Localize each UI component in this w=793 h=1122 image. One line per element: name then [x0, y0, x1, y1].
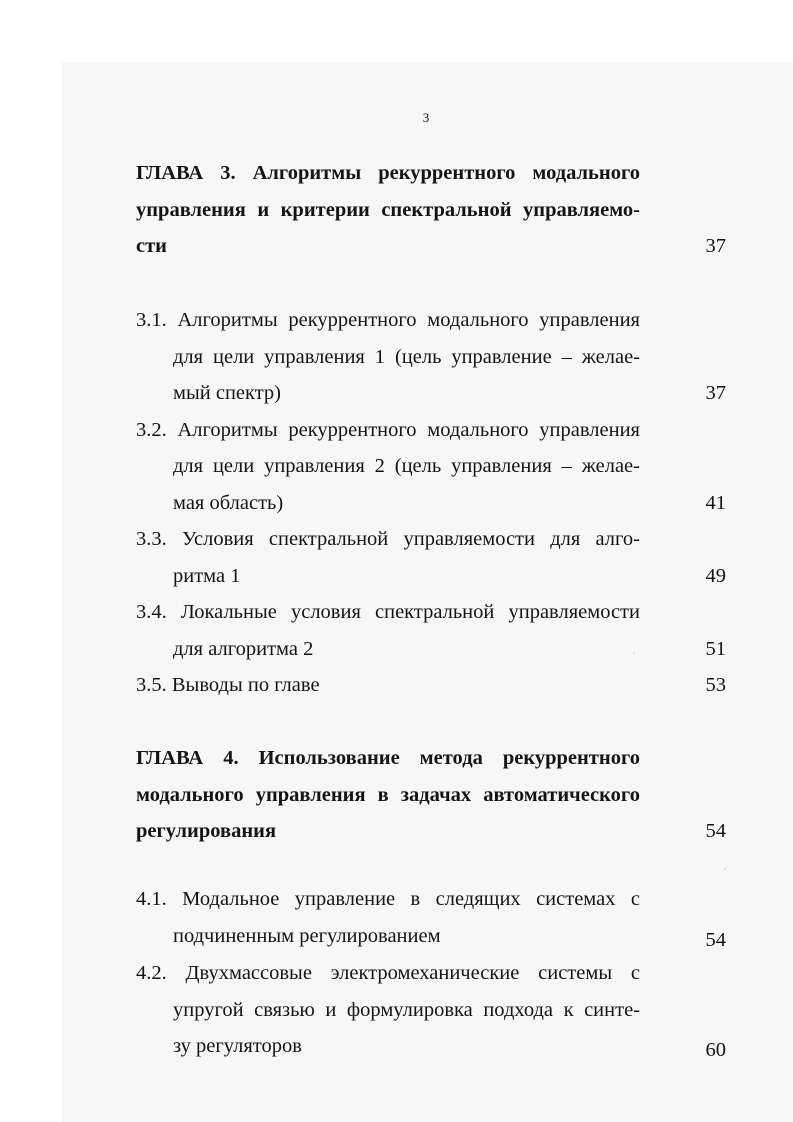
section-3-2-line-2: для цели управления 2 (цель управления – желае-: [173, 455, 640, 477]
section-3-1-line-1: 3.1. Алгоритмы рекуррентного модального управления: [136, 309, 640, 331]
chapter-3-title-line-2: управления и критерии спектральной управляемо-: [136, 198, 640, 221]
scan-speck: [724, 868, 726, 870]
section-3-4-page: 51: [705, 637, 726, 660]
section-3-4-line-1: 3.4. Локальные условия спектральной управляемости: [136, 601, 640, 623]
section-3-2-line-3: мая область): [173, 491, 284, 514]
section-4-2-line-3: зу регуляторов: [173, 1035, 302, 1057]
section-3-4-line-2: для алгоритма 2: [173, 637, 314, 660]
chapter-4-page: 54: [705, 820, 726, 842]
section-4-1-line-2: подчиненным регулированием: [173, 925, 441, 947]
chapter-4-title-line-3: регулирования: [136, 820, 277, 842]
chapter-3-page: 37: [705, 235, 726, 257]
section-4-1-page: 54: [705, 929, 726, 951]
chapter-4-title-line-2: модального управления в задачах автоматического: [136, 783, 640, 806]
section-3-1-line-2: для цели управления 1 (цель управление – желае-: [173, 345, 640, 368]
page-number: 3: [422, 110, 430, 125]
section-4-2-line-2: упругой связью и формулировка подхода к синте-: [173, 998, 640, 1021]
section-3-3-line-2: ритма 1: [173, 564, 241, 587]
scan-speck: [633, 652, 635, 654]
section-4-2-line-1: 4.2. Двухмассовые электромеханические системы с: [136, 962, 640, 984]
chapter-3-title-line-1: ГЛАВА 3. Алгоритмы рекуррентного модального: [136, 162, 640, 184]
section-3-2-page: 41: [705, 491, 726, 514]
section-3-3-line-1: 3.3. Условия спектральной управляемости для алго-: [136, 528, 640, 550]
section-3-2-line-1: 3.2. Алгоритмы рекуррентного модального управления: [136, 418, 640, 441]
section-3-5-page: 53: [705, 674, 726, 696]
chapter-4-title-line-1: ГЛАВА 4. Использование метода рекуррентного: [136, 747, 640, 769]
section-3-3-page: 49: [705, 564, 726, 587]
section-3-1-page: 37: [705, 382, 726, 404]
chapter-3-title-line-3: сти: [136, 235, 167, 257]
section-3-5-line-1: 3.5. Выводы по главе: [136, 674, 320, 696]
section-4-1-line-1: 4.1. Модальное управление в следящих системах с: [136, 888, 640, 910]
section-3-1-line-3: мый спектр): [173, 382, 281, 404]
section-4-2-page: 60: [705, 1039, 726, 1061]
